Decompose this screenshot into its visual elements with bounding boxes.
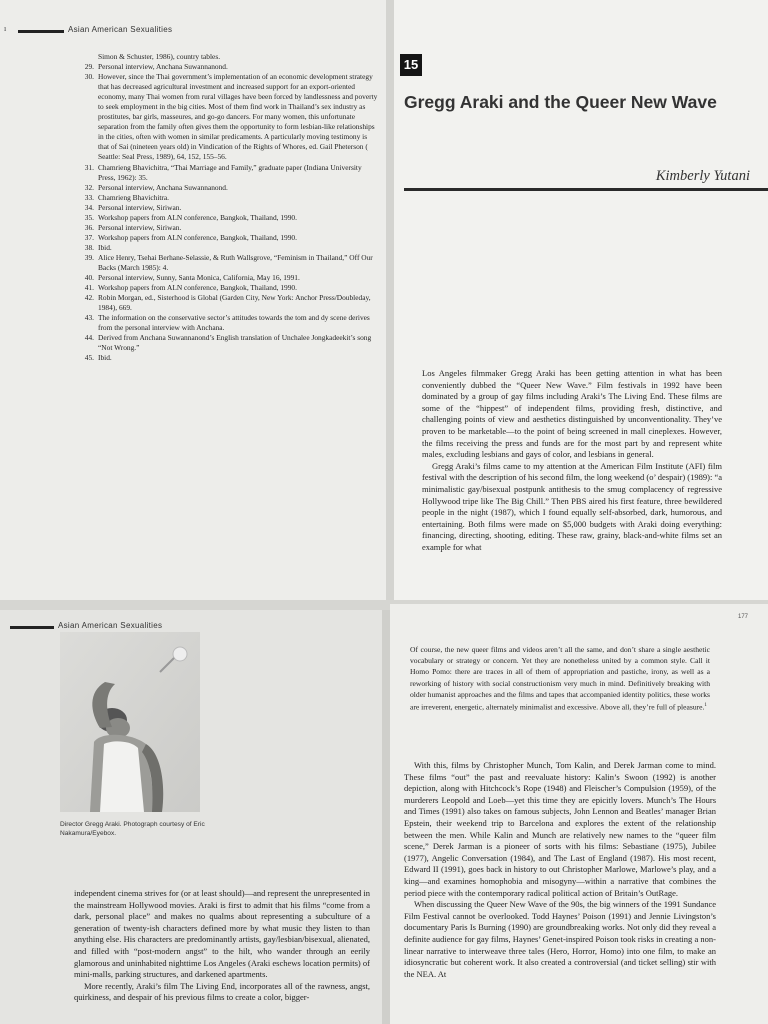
endnote-text: Ibid. bbox=[98, 353, 112, 363]
endnote-text: Chamrieng Bhavichitra, “Thai Marriage and Family,” graduate paper (Indiana University Press, 1962): 35. bbox=[98, 162, 362, 182]
endnote-item bbox=[80, 293, 380, 313]
endnote-number: 38. bbox=[84, 242, 94, 252]
endnote-number: 40. bbox=[84, 273, 94, 283]
running-head: Asian American Sexualities bbox=[68, 25, 173, 34]
endnote-item bbox=[80, 203, 380, 213]
running-head-rule bbox=[18, 30, 64, 33]
endnote-item bbox=[80, 163, 380, 183]
title-rule bbox=[404, 188, 768, 191]
endnote-number: 44. bbox=[84, 333, 94, 343]
endnote-text: Personal interview, Siriwan. bbox=[98, 222, 182, 232]
body-paragraph: independent cinema strives for (or at least should)—and represent the unrepresented in the mainstream Hollywood movies. Araki is first to admit that his films “come from a dark, personal place” and makes no qualms about representing a subculture of a generation of twenty-ish characters defined more by what music they listen to than anything else. His characters are predominantly artists, gay/lesbian/bisexual, alienated, and filled with “post-modern angst” to the hilt, who wander through an eerily glamorous and uninhabited nighttime Los Angeles (Araki eschews location permits) of mini-malls, parking structures, and darkened apartments. bbox=[74, 888, 370, 980]
chapter-title: Gregg Araki and the Queer New Wave bbox=[404, 92, 717, 112]
running-head: Asian American Sexualities bbox=[58, 621, 163, 630]
endnote-text: Workshop papers from ALN conference, Bangkok, Thailand, 1990. bbox=[98, 212, 297, 222]
continued-body bbox=[74, 888, 370, 1004]
endnote-number: 34. bbox=[84, 202, 94, 212]
endnote-text: Robin Morgan, ed., Sisterhood is Global (Garden City, New York: Anchor Press/Doubleday, 1984), 669. bbox=[98, 293, 371, 313]
block-quote bbox=[410, 644, 710, 713]
endnote-number: 29. bbox=[84, 62, 94, 72]
endnote-text: However, since the Thai government’s implementation of an economic development strategy that has decreased agricultural investment and increased support for an export-oriented economy, many Thai women from rural villages have been forced by landlessness and poverty to seek employment in the big cities. Most of them find work in Thailand’s sex industry as prostitutes, bar girls, masseures, and go-go dancers. For many women, this unfortunate separation from the family often gives them the opportunity to form lesbian-like relationships in the cities, often with women in similar predicaments. A particularly moving testimony is that of Sai (nineteen years old) in Vindication of the Rights of Whores, ed. Gail Pheterson ( Seattle: Seal Press, 1989), 64, 152, 155–56. bbox=[98, 72, 378, 162]
endnotes-list bbox=[80, 52, 380, 363]
endnote-text: Personal interview, Sunny, Santa Monica, California, May 16, 1991. bbox=[98, 273, 300, 283]
page-photo bbox=[0, 610, 382, 1024]
main-body bbox=[404, 760, 716, 980]
body-paragraph: More recently, Araki’s film The Living End, incorporates all of the rawness, angst, quirkiness, and despair of his previous films to create a color, bigger- bbox=[74, 980, 370, 1003]
page-177 bbox=[390, 604, 768, 1024]
endnote-number: 39. bbox=[84, 252, 94, 262]
chapter-number-badge: 15 bbox=[400, 54, 422, 76]
endnote-item bbox=[80, 233, 380, 243]
endnote-item bbox=[80, 62, 380, 72]
endnote-item bbox=[80, 72, 380, 162]
page-number: 177 bbox=[737, 614, 748, 620]
endnote-item bbox=[80, 52, 380, 62]
endnote-number: 36. bbox=[84, 222, 94, 232]
body-paragraph: When discussing the Queer New Wave of the 90s, the big winners of the 1991 Sundance Film Festival cannot be overlooked. Todd Haynes’ Poison (1991) and Jennie Livingston’s documentary Paris Is Burning (1990) are groundbreaking works. Not only did they reveal a definite audience for gay films, Haynes’ Genet-inspired Poison took risks in creating a non-linear narrative to interweave three tales (Hero, Horror, Homo) into one film, to make an idiosyncratic but coherent work. It also created a controversial (and ticket selling) stir with the NEA. At bbox=[404, 899, 716, 979]
body-paragraph: Gregg Araki’s films came to my attention at the American Film Institute (AFI) film festival with the description of his second film, the long weekend (o’ despair) (1989): “a minimalistic gay/bisexual postpunk antithesis to the smug complacency of regressive Hollywood tripe like The Big Chill.” Then PBS aired his first feature, three bewildered people in the night (1987), which I found equally self-absorbed, dark, humorous, and entertaining. Both films were made on $5,000 budgets with Araki doing everything: financing, directing, shooting, editing. These raw, grainy, black-and-white films set an example for what bbox=[422, 460, 722, 552]
endnote-text: Personal interview, Anchana Suwannanond. bbox=[98, 62, 228, 72]
corner-mark: ı bbox=[4, 24, 7, 33]
endnote-number: 35. bbox=[84, 212, 94, 222]
endnote-text: Simon & Schuster, 1986), country tables. bbox=[98, 52, 221, 61]
endnote-number: 41. bbox=[84, 283, 94, 293]
quote-body: Of course, the new queer films and videos aren’t all the same, and don’t share a single aesthetic vocabulary or strategy or concern. Yet they are nonetheless united by a common style. Call it Homo Pomo: there are traces in all of them of appropriation and pastiche, irony, as well as a reworking of history with social constructionism very much in mind. Definitively breaking with older humanist approaches and the films and tapes that accompanied identity politics, these works are irreverent, energetic, alternately minimalist and excessive. Above all, they’re full of pleasure. bbox=[410, 645, 710, 712]
endnote-number: 31. bbox=[84, 162, 94, 172]
endnote-text: Workshop papers from ALN conference, Bangkok, Thailand, 1990. bbox=[98, 283, 297, 293]
endnote-item bbox=[80, 273, 380, 283]
running-head-rule bbox=[10, 626, 54, 629]
page-gutter-vertical bbox=[386, 0, 394, 600]
endnote-text: The information on the conservative sector’s attitudes towards the tom and dy scene derives from the personal interview with Anchana. bbox=[98, 313, 370, 333]
endnote-number: 32. bbox=[84, 182, 94, 192]
endnote-item bbox=[80, 333, 380, 353]
page-gutter-vertical-lower bbox=[382, 604, 390, 1024]
endnote-item bbox=[80, 283, 380, 293]
endnote-text: Personal interview, Siriwan. bbox=[98, 202, 182, 212]
endnote-item bbox=[80, 223, 380, 233]
quote-footnote-marker: 1 bbox=[704, 703, 707, 709]
endnote-item bbox=[80, 193, 380, 203]
endnote-number: 37. bbox=[84, 232, 94, 242]
endnote-text: Derived from Anchana Suwannanond’s English translation of Unchalee Jongkadeekit’s song “Not Wrong.” bbox=[98, 333, 372, 353]
endnote-text: Alice Henry, Tsehai Berhane-Selassie, & Ruth Wallsgrove, “Feminism in Thailand,” Off Our Backs (March 1985): 4. bbox=[98, 252, 373, 272]
endnote-item bbox=[80, 183, 380, 193]
endnote-item bbox=[80, 353, 380, 363]
endnote-number: 42. bbox=[84, 293, 94, 303]
endnote-number: 33. bbox=[84, 192, 94, 202]
chapter-body bbox=[422, 368, 722, 554]
page-chapter-opening bbox=[394, 0, 768, 600]
chapter-author: Kimberly Yutani bbox=[655, 168, 750, 184]
photo-caption: Director Gregg Araki. Photograph courtesy of Eric Nakamura/Eyebox. bbox=[60, 821, 205, 837]
endnote-number: 30. bbox=[84, 72, 94, 82]
portrait-illustration bbox=[60, 632, 200, 812]
endnote-text: Workshop papers from ALN conference, Bangkok, Thailand, 1990. bbox=[98, 232, 297, 242]
endnote-item bbox=[80, 313, 380, 333]
endnote-item bbox=[80, 253, 380, 273]
quote-text bbox=[410, 644, 710, 713]
endnote-item bbox=[80, 243, 380, 253]
body-paragraph: Los Angeles filmmaker Gregg Araki has been getting attention in what has been conveniently dubbed the “Queer New Wave.” Film festivals in 1992 have been dominated by a group of gay films including Araki’s The Living End. These films are some of the “hippest” of independent films, providing fresh, distinctive, and challenging points of view and aesthetics distinguished by unconventionality. They’ve proven to be marketable—to the point of being screened in mall cineplexes. However, the films receiving the press and funds are for the most part by and represent white males, excluding lesbians and gays of color, and lesbians in general. bbox=[422, 368, 722, 460]
page-notes bbox=[0, 0, 386, 600]
director-photo bbox=[60, 632, 200, 812]
endnote-number: 45. bbox=[84, 353, 94, 363]
endnote-text: Ibid. bbox=[98, 242, 112, 252]
endnote-text: Personal interview, Anchana Suwannanond. bbox=[98, 182, 228, 192]
endnote-number: 43. bbox=[84, 313, 94, 323]
endnote-item bbox=[80, 213, 380, 223]
endnote-text: Chamrieng Bhavichitra. bbox=[98, 192, 170, 202]
body-paragraph: With this, films by Christopher Munch, Tom Kalin, and Derek Jarman come to mind. These films “out” the past and reevaluate history: Kalin’s Swoon (1992) is another depiction, along with Hitchcock’s Rope (1948) and Fleischer’s Compulsion (1959), of the murderers Leopold and Loeb—yet this time they are epicitly lovers. Munch’s The Hours and Times (1991) also takes on famous subjects, John Lennon and Beatles’ manager Brian Epstein, their weekend trip to Barcelona and explores the extent of the relationship between the men. While Kalin and Munch are relatively new names to the “queer film scene,” Derek Jarman is a pioneer of sorts with his films: Sebastiane (1975), Jubilee (1977), Angelic Conversation (1984), and The Last of England (1987). His most recent, Edward II (1991), goes back in history to out Christopher Marlowe, Marlowe’s play, and a king—and examines homophobia and misogyny—within a narrative that combines the period piece with the contemporary radical political action of Britain’s OutRage. bbox=[404, 760, 716, 898]
